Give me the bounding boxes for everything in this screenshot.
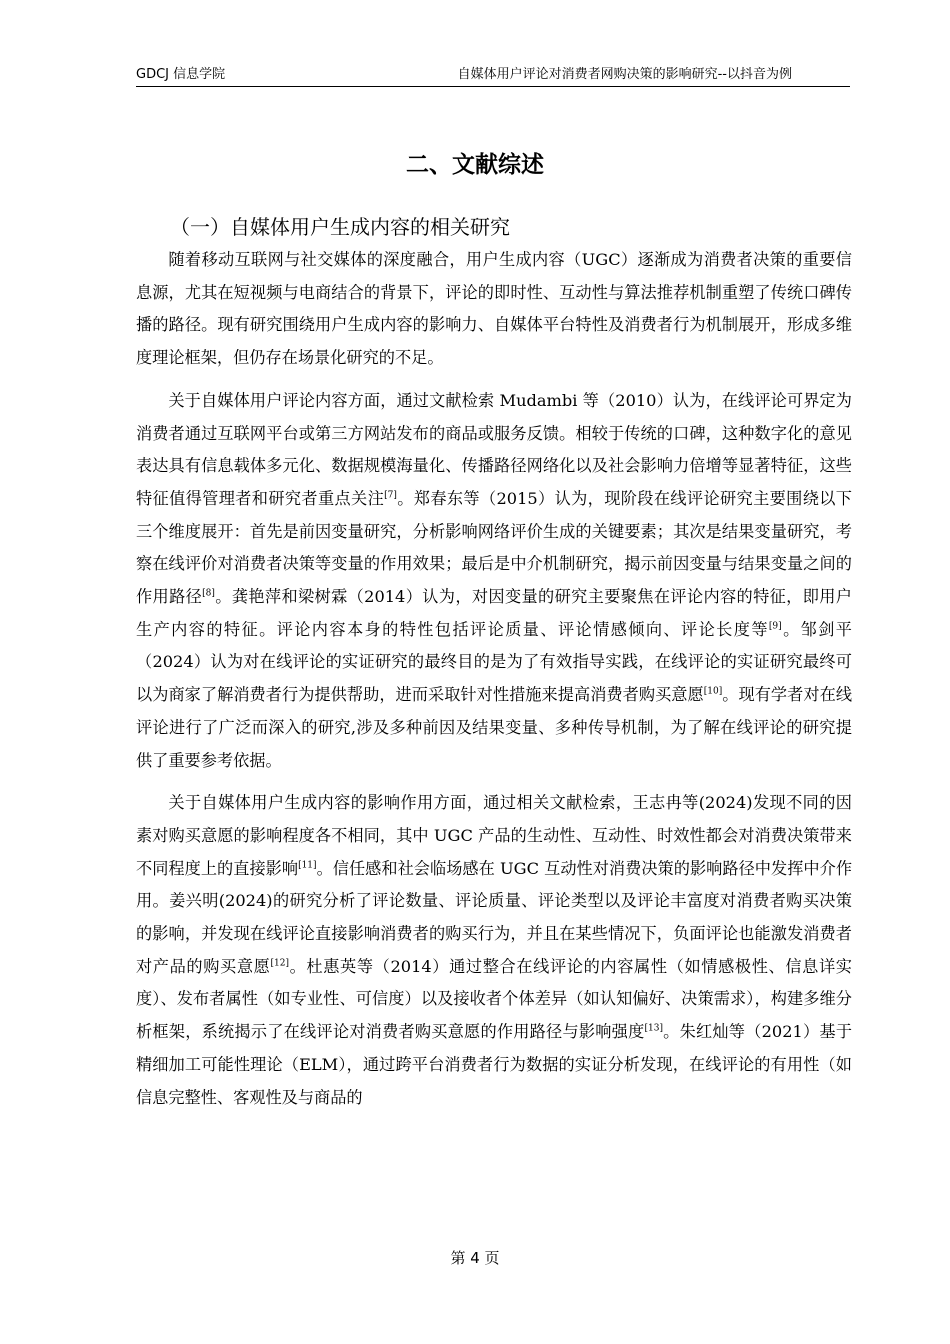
paragraph-text: 关于自媒体用户评论内容方面，通过文献检索 Mudambi 等（2010）认为，在线评论可界定为消费者通过互联网平台或第三方网站发布的商品或服务反馈。相较于传统的口碑，这种数字化的意见表达具有信息载体多元化、数据规模海量化、传播路径网络化以及社会影响力倍增等显著特征，这些特征值得管理者和研究者重点关注 (136, 390, 852, 508)
paragraph-text: 。邹剑平（2024）认为对在线评论的实证研究的最终目的是为了有效指导实践，在线评论的实证研究最终可以为商家了解消费者行为提供帮助，进而采取针对性措施来提高消费者购买意愿 (136, 619, 852, 705)
header-thesis-title: 自媒体用户评论对消费者网购决策的影响研究--以抖音为例 (457, 67, 792, 82)
citation-reference: [9] (768, 621, 782, 632)
page-header (136, 66, 850, 87)
citation-reference: [7] (384, 490, 397, 501)
citation-reference: [10] (703, 686, 723, 697)
header-institution: GDCJ 信息学院 (136, 67, 226, 82)
section-title: （一）自媒体用户生成内容的相关研究 (170, 215, 510, 239)
body-text (136, 244, 852, 1124)
paragraph-text: 随着移动互联网与社交媒体的深度融合，用户生成内容（UGC）逐渐成为消费者决策的重要信息源，尤其在短视频与电商结合的背景下，评论的即时性、互动性与算法推荐机制重塑了传统口碑传播的路径。现有研究围绕用户生成内容的影响力、自媒体平台特性及消费者行为机制展开，形成多维度理论框架，但仍存在场景化研究的不足。 (136, 250, 852, 368)
citation-reference: [13] (644, 1023, 663, 1034)
paragraph (136, 385, 852, 777)
paragraph-text: 。郑春东等（2015）认为，现阶段在线评论研究主要围绕以下三个维度展开：首先是前因变量研究，分析影响网络评价生成的关键要素；其次是结果变量研究，考察在线评价对消费者决策等变量的作用效果；最后是中介机制研究，揭示前因变量与结果变量之间的作用路径 (136, 488, 852, 607)
paragraph-text: 。龚艳萍和梁树霖（2014）认为，对因变量的研究主要聚焦在评论内容的特征，即用户生产内容的特征。评论内容本身的特性包括评论质量、评论情感倾向、评论长度等 (136, 587, 852, 639)
chapter-title: 二、文献综述 (406, 152, 544, 178)
citation-reference: [12] (270, 958, 289, 969)
paragraph-text: 。朱红灿等（2021）基于精细加工可能性理论（ELM），通过跨平台消费者行为数据的实证分析发现，在线评论的有用性（如信息完整性、客观性及与商品的 (136, 1022, 853, 1107)
paragraph-text: 。现有学者对在线评论进行了广泛而深入的研究,涉及多种前因及结果变量、多种传导机制，为了解在线评论的研究提供了重要参考依据。 (136, 685, 853, 770)
paragraph-text: 。信任感和社会临场感在 UGC 互动性对消费决策的影响路径中发挥中介作用。姜兴明(2024)的研究分析了评论数量、评论质量、评论类型以及评论丰富度对消费者购买决策的影响，并发现在线评论直接影响消费者的购买行为，并且在某些情况下，负面评论也能激发消费者对产品的购买意愿 (136, 858, 853, 976)
citation-reference: [8] (202, 588, 215, 599)
page-number: 第 4 页 (450, 1249, 500, 1267)
paragraph (136, 787, 852, 1114)
citation-reference: [11] (298, 860, 317, 871)
paragraph (136, 244, 852, 375)
paragraph-text: 关于自媒体用户生成内容的影响作用方面，通过相关文献检索，王志冉等(2024)发现不同的因素对购买意愿的影响程度各不相同，其中 UGC 产品的生动性、互动性、时效性都会对消费决策带来不同程度上的直接影响 (136, 793, 852, 878)
paragraph-text: 。杜惠英等（2014）通过整合在线评论的内容属性（如情感极性、信息详实度）、发布者属性（如专业性、可信度）以及接收者个体差异（如认知偏好、决策需求），构建多维分析框架，系统揭示了在线评论对消费者购买意愿的作用路径与影响强度 (136, 956, 852, 1042)
